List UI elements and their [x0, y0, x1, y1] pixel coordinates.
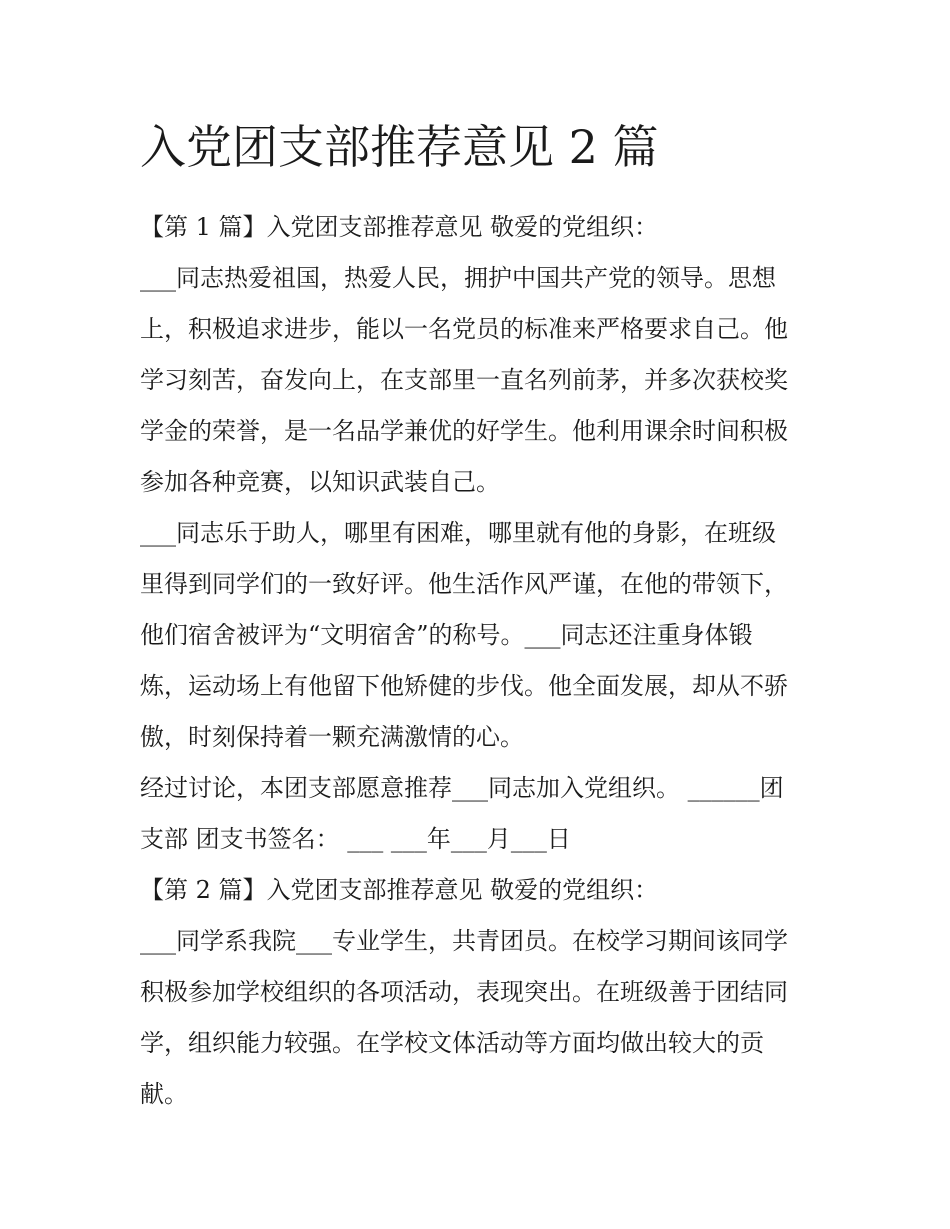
- body-line: 傲，时刻保持着一颗充满激情的心。: [140, 723, 524, 751]
- body-line: 学习刻苦，奋发向上，在支部里一直名列前茅，并多次获校奖: [140, 366, 788, 394]
- body-line: 经过讨论，本团支部愿意推荐___同志加入党组织。 ______团: [140, 774, 784, 802]
- body-line: ___同志乐于助人，哪里有困难，哪里就有他的身影，在班级: [140, 519, 776, 547]
- section-heading-1: 【第 1 篇】入党团支部推荐意见 敬爱的党组织：: [140, 213, 659, 241]
- section-heading-2: 【第 2 篇】入党团支部推荐意见 敬爱的党组织：: [140, 876, 659, 904]
- document-body: [140, 202, 830, 1120]
- body-line: 他们宿舍被评为“文明宿舍”的称号。___同志还注重身体锻: [140, 621, 753, 649]
- body-line: 学金的荣誉，是一名品学兼优的好学生。他利用课余时间积极: [140, 417, 788, 445]
- body-line: 献。: [140, 1080, 188, 1108]
- body-line: 炼，运动场上有他留下他矫健的步伐。他全面发展，却从不骄: [140, 672, 788, 700]
- signature-line: 支部 团支书签名： ___ ___年___月___日: [140, 825, 571, 853]
- body-line: 参加各种竞赛，以知识武装自己。: [140, 468, 500, 496]
- body-line: 上，积极追求进步，能以一名党员的标准来严格要求自己。他: [140, 315, 788, 343]
- body-line: 里得到同学们的一致好评。他生活作风严谨，在他的带领下，: [140, 570, 788, 598]
- document-page: [140, 112, 830, 1120]
- body-line: ___同学系我院___专业学生，共青团员。在校学习期间该同学: [140, 927, 788, 955]
- body-line: 积极参加学校组织的各项活动，表现突出。在班级善于团结同: [140, 978, 788, 1006]
- body-line: 学，组织能力较强。在学校文体活动等方面均做出较大的贡: [140, 1029, 764, 1057]
- body-line: ___同志热爱祖国，热爱人民，拥护中国共产党的领导。思想: [140, 264, 776, 292]
- document-title: 入党团支部推荐意见 2 篇: [140, 120, 659, 174]
